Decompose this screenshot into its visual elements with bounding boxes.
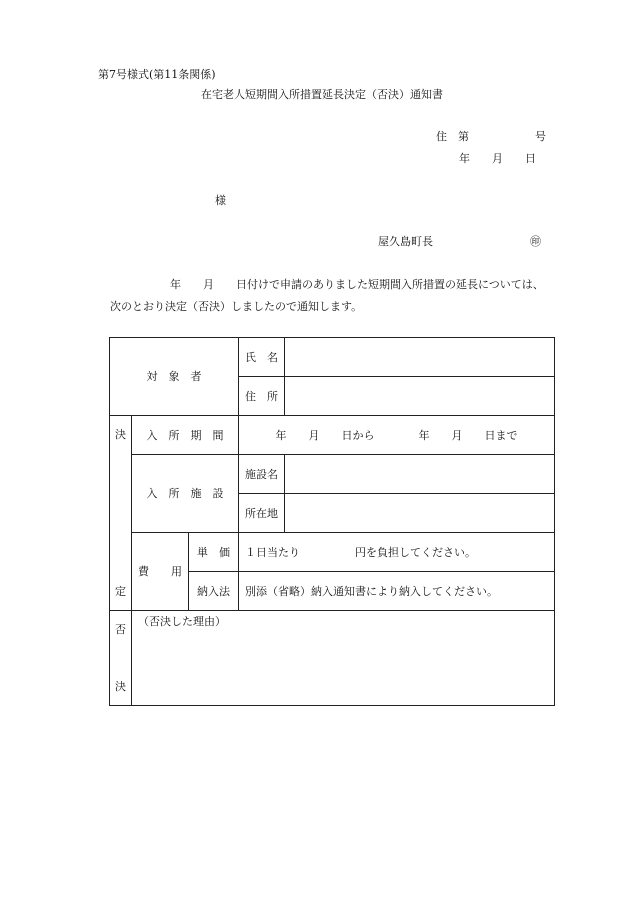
address-label: 住 所	[239, 377, 285, 416]
rejection-row	[110, 611, 555, 706]
document-title: 在宅老人短期間入所措置延長決定（否決）通知書	[201, 88, 443, 101]
period-row	[110, 416, 555, 455]
payment-label: 納入法	[189, 572, 239, 611]
unit-price-label: 単 価	[189, 533, 239, 572]
rejection-label-top: 否	[115, 623, 126, 636]
decision-table	[109, 337, 555, 706]
seal-mark: ㊞	[530, 235, 541, 248]
body-line-2: 次のとおり決定（否決）しましたので通知します。	[110, 300, 363, 313]
facility-location-field[interactable]	[285, 494, 555, 533]
period-value[interactable]: 年 月 日から 年 月 日まで	[239, 416, 555, 455]
unit-price-row	[110, 533, 555, 572]
issuer-name: 屋久島町長	[378, 235, 433, 248]
address-field[interactable]	[285, 377, 555, 416]
facility-name-label: 施設名	[239, 455, 285, 494]
payment-value: 別添（省略）納入通知書により納入してください。	[239, 572, 555, 611]
issue-number: 住 第 号	[436, 130, 546, 143]
decision-label-top: 決	[115, 428, 126, 441]
rejection-reason-label: （否決した理由）	[138, 615, 226, 628]
decision-label	[110, 416, 132, 611]
facility-name-field[interactable]	[285, 455, 555, 494]
name-label: 氏 名	[239, 338, 285, 377]
rejection-label	[110, 611, 132, 706]
cost-label: 費 用	[132, 533, 189, 611]
decision-label-bottom: 定	[115, 585, 126, 598]
period-label: 入 所 期 間	[132, 416, 239, 455]
unit-price-value[interactable]: １日当たり 円を負担してください。	[239, 533, 555, 572]
subject-name-row	[110, 338, 555, 377]
form-number: 第7号様式(第11条関係)	[98, 68, 216, 81]
facility-location-label: 所在地	[239, 494, 285, 533]
name-field[interactable]	[285, 338, 555, 377]
rejection-label-bottom: 決	[115, 680, 126, 693]
recipient-suffix: 様	[215, 194, 226, 207]
rejection-reason-field[interactable]	[132, 611, 555, 706]
facility-label: 入 所 施 設	[132, 455, 239, 533]
facility-name-row	[110, 455, 555, 494]
subject-label: 対 象 者	[110, 338, 239, 416]
body-line-1: 年 月 日付けで申請のありました短期間入所措置の延長については、	[170, 278, 544, 291]
issue-date: 年 月 日	[459, 152, 536, 165]
